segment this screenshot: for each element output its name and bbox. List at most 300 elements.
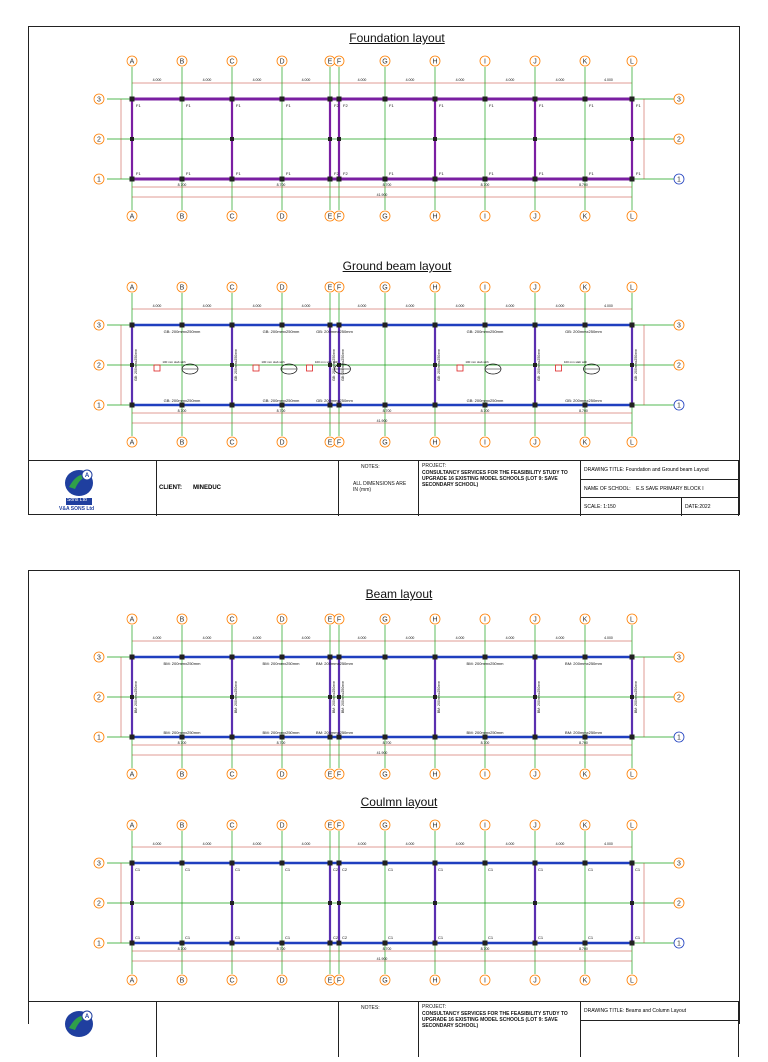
footing-label: F1 [236, 103, 241, 108]
notes-cell [339, 461, 419, 516]
slab-marker [556, 365, 562, 371]
grid-bubble-label: H [432, 439, 438, 447]
beam-label: GB: 200mmx250mm [163, 329, 201, 334]
dimension-label: 4.000 [252, 78, 262, 82]
dimension-label: 8.700 [480, 947, 490, 951]
slab-marker [307, 365, 313, 371]
drawing-sheet-1 [28, 26, 740, 515]
grid-bubble-label: 1 [97, 940, 101, 948]
column-node [583, 323, 588, 328]
school-row [581, 480, 738, 498]
grid-bubble-label: G [382, 58, 388, 66]
slab-label: 100 mm slab with [465, 360, 489, 364]
grid-bubble-label: 1 [677, 402, 681, 410]
grid-bubble-label: K [582, 771, 588, 779]
column-node [280, 735, 285, 740]
dimension-label: 4.000 [301, 304, 311, 308]
grid-bubble-label: B [179, 58, 185, 66]
column-label: C1 [438, 935, 444, 940]
footing-label: F1 [286, 103, 291, 108]
dimension-label: 8.700 [382, 741, 392, 745]
column-node [328, 97, 333, 102]
dimension-label: 4.000 [252, 842, 262, 846]
column-label: C1 [135, 867, 141, 872]
column-node [433, 137, 437, 141]
column-node [533, 177, 538, 182]
column-node [337, 403, 342, 408]
grid-bubble-label: A [129, 439, 135, 447]
grid-bubble-label: 2 [677, 136, 681, 144]
logo-mark-text: Sons Ltd [67, 497, 87, 503]
beam-label: GB: 200mmx250mm [565, 329, 602, 334]
column-node [328, 735, 333, 740]
dimension-label: 8.700 [480, 741, 490, 745]
column-node [383, 861, 388, 866]
column-node [130, 655, 135, 660]
grid-bubble-label: C [229, 213, 235, 221]
column-node [383, 97, 388, 102]
dimension-label: 4.000 [202, 842, 212, 846]
column-label: C1 [488, 867, 494, 872]
column-node [337, 137, 341, 141]
column-node [433, 97, 438, 102]
grid-bubble-label: B [179, 616, 185, 624]
grid-bubble-label: 3 [677, 654, 681, 662]
client-cell-2 [157, 1002, 339, 1057]
scale-row [581, 498, 738, 516]
grid-bubble-label: H [432, 213, 438, 221]
grid-bubble-label: G [382, 616, 388, 624]
dimension-label: 4.000 [455, 304, 465, 308]
grid-bubble-label: C [229, 439, 235, 447]
vertical-beam-label: BM: 200mmx250mm [341, 680, 345, 714]
column-node [130, 901, 134, 905]
column-node [433, 177, 438, 182]
grid-bubble-label: E [327, 822, 333, 830]
column-node [433, 323, 438, 328]
footing-label: F1 [489, 103, 494, 108]
dimension-label: 4.000 [505, 842, 515, 846]
grid-bubble-label: F [336, 213, 342, 221]
dimension-label: 4.000 [555, 304, 565, 308]
title-block-2 [29, 1001, 739, 1057]
beam-label: BM: 200mmx250mm [466, 661, 504, 666]
column-node [280, 177, 285, 182]
column-node [130, 323, 135, 328]
footing-label: F1 [539, 171, 544, 176]
beam-label: GB: 200mmx250mm [565, 398, 602, 403]
column-node [180, 177, 185, 182]
sheet-1-plans [29, 27, 739, 461]
grid-bubble-label: B [179, 822, 185, 830]
column-node [583, 403, 588, 408]
dimension-label: 4.000 [252, 636, 262, 640]
grid-bubble-label: F [336, 616, 342, 624]
beam-label: BM: 200mmx250mm [466, 730, 504, 735]
grid-bubble-label: G [382, 977, 388, 985]
column-node [533, 901, 537, 905]
grid-bubble-label: D [279, 616, 285, 624]
grid-bubble-label: J [533, 822, 537, 830]
column-node [433, 403, 438, 408]
column-node [630, 941, 635, 946]
grid-bubble-label: C [229, 284, 235, 292]
grid-bubble-label: D [279, 771, 285, 779]
vertical-beam-label: BM: 200mmx250mm [634, 680, 638, 714]
grid-bubble-label: C [229, 58, 235, 66]
column-node [483, 177, 488, 182]
company-logo-2 [29, 1002, 157, 1057]
column-label: C1 [235, 867, 241, 872]
grid-bubble-label: I [484, 58, 486, 66]
beam-label: GB: 200mmx250mm [316, 398, 353, 403]
dimension-label: 4.000 [301, 636, 311, 640]
grid-bubble-label: L [630, 58, 634, 66]
dimension-label: 4.000 [357, 636, 367, 640]
column-node [130, 97, 135, 102]
grid-bubble-label: I [484, 977, 486, 985]
column-node [230, 177, 235, 182]
footing-label: F1 [539, 103, 544, 108]
column-label: C1 [438, 867, 444, 872]
grid-bubble-label: K [582, 822, 588, 830]
dimension-label: 4.000 [505, 304, 515, 308]
column-node [180, 97, 185, 102]
column-node [630, 655, 635, 660]
dimension-label: 4.000 [301, 78, 311, 82]
column-node [433, 901, 437, 905]
footing-label: F1 [439, 103, 444, 108]
column-node [533, 861, 538, 866]
dimension-label: 4.000 [455, 636, 465, 640]
grid-bubble-label: 3 [677, 96, 681, 104]
column-node [383, 323, 388, 328]
column-node [180, 735, 185, 740]
grid-bubble-label: D [279, 58, 285, 66]
beam-label: GB: 200mmx250mm [163, 398, 201, 403]
column-node [583, 177, 588, 182]
column-label: C1 [388, 867, 394, 872]
grid-bubble-label: 1 [97, 402, 101, 410]
company-name: V&A SONS Ltd [59, 506, 95, 512]
project-cell [419, 461, 581, 516]
column-node [583, 941, 588, 946]
column-node [130, 861, 135, 866]
grid-bubble-label: 3 [97, 96, 101, 104]
dimension-label: 4.000 [405, 304, 415, 308]
svg-text:A: A [84, 1014, 90, 1020]
slab-label: 100 mm slab with [563, 360, 588, 364]
drawing-info-cell-2 [581, 1002, 739, 1057]
grid-bubble-label: B [179, 977, 185, 985]
grid-bubble-label: L [630, 213, 634, 221]
column-node [280, 97, 285, 102]
grid-bubble-label: D [279, 213, 285, 221]
column-node [130, 735, 135, 740]
dimension-overall: 41.900 [376, 957, 388, 961]
vertical-beam-label: GB: 200mmx250mm [332, 348, 336, 382]
column-node [328, 655, 333, 660]
grid-bubble-label: A [129, 58, 135, 66]
grid-bubble-label: C [229, 771, 235, 779]
grid-bubble-label: 1 [97, 176, 101, 184]
vertical-beam-label: BM: 200mmx250mm [332, 680, 336, 714]
column-node [328, 403, 333, 408]
column-node [383, 655, 388, 660]
footing-label: F1 [186, 103, 191, 108]
grid-bubble-label: E [327, 771, 333, 779]
grid-bubble-label: K [582, 977, 588, 985]
grid-bubble-label: 2 [677, 362, 681, 370]
grid-bubble-label: L [630, 439, 634, 447]
grid-bubble-label: 3 [677, 322, 681, 330]
column-node [130, 403, 135, 408]
grid-bubble-label: 3 [677, 860, 681, 868]
dimension-label: 8.700 [382, 409, 392, 413]
slab-label: 100 mm slab with [261, 360, 285, 364]
drawing-title-label-2: DRAWING TITLE: [584, 1008, 625, 1014]
column-node [630, 901, 634, 905]
dimension-label: 4.000 [555, 78, 565, 82]
slab-label: 100 mm slab with [314, 360, 339, 364]
dimension-overall: 41.900 [376, 751, 388, 755]
dimension-label: 8.700 [276, 947, 286, 951]
grid-bubble-label: 2 [97, 362, 101, 370]
dimension-label: 8.700 [177, 947, 187, 951]
grid-bubble-label: 2 [677, 900, 681, 908]
dimension-label: 4.000 [357, 842, 367, 846]
column-label: C1 [538, 867, 544, 872]
grid-bubble-label: E [327, 977, 333, 985]
grid-bubble-label: C [229, 822, 235, 830]
column-node [533, 655, 538, 660]
notes-label-2: NOTES: [361, 1005, 380, 1011]
dimension-label: 4.000 [252, 304, 262, 308]
grid-bubble-label: I [484, 771, 486, 779]
column-node [533, 735, 538, 740]
grid-bubble-label: G [382, 213, 388, 221]
notes-label: NOTES: [361, 464, 380, 470]
client-cell [157, 461, 339, 516]
grid-bubble-label: A [129, 213, 135, 221]
grid-bubble-label: K [582, 439, 588, 447]
footing-label: F1 [439, 171, 444, 176]
column-node [630, 137, 634, 141]
column-node [533, 323, 538, 328]
column-node [230, 655, 235, 660]
scale-value: 1:150 [603, 504, 616, 510]
footing-label: F1 [186, 171, 191, 176]
grid-bubble-label: L [630, 284, 634, 292]
footing-label: F2 [334, 171, 339, 176]
plan-title-beam: Beam layout [365, 587, 433, 601]
column-node [433, 655, 438, 660]
grid-bubble-label: I [484, 616, 486, 624]
slab-label: 100 mm slab with [162, 360, 186, 364]
grid-bubble-label: E [327, 58, 333, 66]
grid-bubble-label: J [533, 977, 537, 985]
column-node [328, 177, 333, 182]
column-node [337, 941, 342, 946]
grid-bubble-label: D [279, 977, 285, 985]
grid-bubble-label: K [582, 616, 588, 624]
grid-bubble-label: L [630, 822, 634, 830]
column-node [583, 97, 588, 102]
column-node [328, 941, 333, 946]
vertical-beam-label: BM: 200mmx250mm [537, 680, 541, 714]
column-node [583, 655, 588, 660]
vertical-beam-label: GB: 200mmx250mm [234, 348, 238, 382]
column-label: C1 [488, 935, 494, 940]
column-node [630, 323, 635, 328]
column-node [433, 861, 438, 866]
column-node [533, 97, 538, 102]
column-node [130, 177, 135, 182]
column-node [433, 941, 438, 946]
column-node [280, 861, 285, 866]
grid-bubble-label: 1 [677, 734, 681, 742]
grid-bubble-label: C [229, 977, 235, 985]
school-name: E.S SAVE PRIMARY BLOCK I [636, 486, 704, 492]
grid-bubble-label: J [533, 58, 537, 66]
dimension-label: 4.000 [455, 78, 465, 82]
column-label: C2 [333, 935, 339, 940]
beam-label: GB: 200mmx250mm [466, 398, 504, 403]
title-block-1 [29, 460, 739, 516]
grid-bubble-label: I [484, 439, 486, 447]
scale-label: SCALE: [584, 504, 602, 510]
grid-bubble-label: G [382, 822, 388, 830]
footing-label: F1 [589, 103, 594, 108]
beam-label: BM: 200mmx250mm [163, 730, 201, 735]
company-logo [29, 461, 157, 516]
dimension-label: 8.700 [579, 947, 588, 951]
beam-label: GB: 200mmx250mm [316, 329, 353, 334]
logo-icon [29, 1002, 157, 1057]
column-label: C1 [285, 867, 291, 872]
beam-label: BM: 200mmx250mm [565, 730, 602, 735]
footing-label: F1 [389, 171, 394, 176]
sheet-2-plans [29, 571, 739, 1001]
column-node [630, 97, 635, 102]
plan-title-column: Coulmn layout [360, 795, 438, 809]
grid-bubble-label: F [336, 439, 342, 447]
grid-bubble-label: L [630, 616, 634, 624]
column-label: C1 [538, 935, 544, 940]
column-label: C1 [185, 867, 191, 872]
column-label: C2 [333, 867, 339, 872]
dimension-label: 8.700 [579, 409, 588, 413]
dimension-label: 8.700 [579, 741, 588, 745]
dimension-label: 8.700 [382, 183, 392, 187]
column-node [337, 735, 342, 740]
column-node [337, 861, 342, 866]
grid-bubble-label: B [179, 284, 185, 292]
column-node [383, 177, 388, 182]
project-text: CONSULTANCY SERVICES FOR THE FEASIBILITY STUDY TO UPGRADE 16 EXISTING MODEL SCHOOLS (LOT 9: SAVE SECONDARY SCHOOL) [422, 470, 568, 488]
dimension-label: 4.000 [555, 636, 565, 640]
dimension-label: 4.000 [301, 842, 311, 846]
grid-bubble-label: 3 [97, 860, 101, 868]
beam-label: GB: 200mmx250mm [262, 398, 300, 403]
drawing-info-cell [581, 461, 739, 516]
column-node [328, 901, 332, 905]
footing-label: F1 [236, 171, 241, 176]
column-node [180, 861, 185, 866]
column-label: C1 [588, 867, 594, 872]
column-node [630, 177, 635, 182]
beam-label: BM: 200mmx250mm [262, 661, 300, 666]
dimension-label: 4.000 [604, 636, 613, 640]
column-node [180, 655, 185, 660]
column-node [280, 941, 285, 946]
column-node [230, 137, 234, 141]
dimension-label: 4.000 [405, 842, 415, 846]
grid-bubble-label: B [179, 213, 185, 221]
date-label: DATE:2022 [681, 498, 710, 516]
dimension-overall: 41.900 [376, 419, 388, 423]
drawing-title-row-2 [581, 1002, 738, 1021]
grid-bubble-label: E [327, 213, 333, 221]
grid-bubble-label: F [336, 822, 342, 830]
column-node [630, 403, 635, 408]
grid-bubble-label: 2 [677, 694, 681, 702]
column-node [483, 323, 488, 328]
project-label: PROJECT: [422, 463, 447, 469]
grid-bubble-label: 3 [97, 322, 101, 330]
grid-bubble-label: F [336, 58, 342, 66]
grid-bubble-label: H [432, 616, 438, 624]
column-node [337, 97, 342, 102]
dimension-label: 8.700 [276, 409, 286, 413]
grid-bubble-label: F [336, 771, 342, 779]
grid-bubble-label: E [327, 616, 333, 624]
column-label: C1 [135, 935, 141, 940]
beam-label: GB: 200mmx250mm [262, 329, 300, 334]
column-label: C1 [635, 867, 641, 872]
grid-bubble-label: A [129, 616, 135, 624]
grid-bubble-label: I [484, 213, 486, 221]
column-label: C1 [185, 935, 191, 940]
grid-bubble-label: J [533, 616, 537, 624]
column-node [230, 735, 235, 740]
grid-bubble-label: J [533, 439, 537, 447]
dimension-label: 4.000 [357, 304, 367, 308]
grid-bubble-label: I [484, 284, 486, 292]
dimension-label: 4.000 [357, 78, 367, 82]
column-node [230, 861, 235, 866]
column-node [280, 403, 285, 408]
column-node [630, 861, 635, 866]
grid-bubble-label: F [336, 284, 342, 292]
grid-bubble-label: C [229, 616, 235, 624]
dimension-label: 4.000 [202, 636, 212, 640]
project-text-2: CONSULTANCY SERVICES FOR THE FEASIBILITY STUDY TO UPGRADE 16 EXISTING MODEL SCHOOLS (LOT 9: SAVE SECONDARY SCHOOL) [422, 1011, 568, 1029]
beam-label: BM: 200mmx250mm [262, 730, 300, 735]
svg-text:A: A [84, 473, 90, 479]
column-node [337, 901, 341, 905]
slab-marker [253, 365, 259, 371]
dimension-label: 4.000 [505, 78, 515, 82]
column-label: C1 [285, 935, 291, 940]
footing-label: F1 [389, 103, 394, 108]
column-label: C2 [342, 867, 348, 872]
footing-label: F1 [636, 103, 641, 108]
drawing-title-label: DRAWING TITLE: [584, 467, 625, 473]
grid-bubble-label: H [432, 58, 438, 66]
column-node [230, 941, 235, 946]
column-node [483, 655, 488, 660]
